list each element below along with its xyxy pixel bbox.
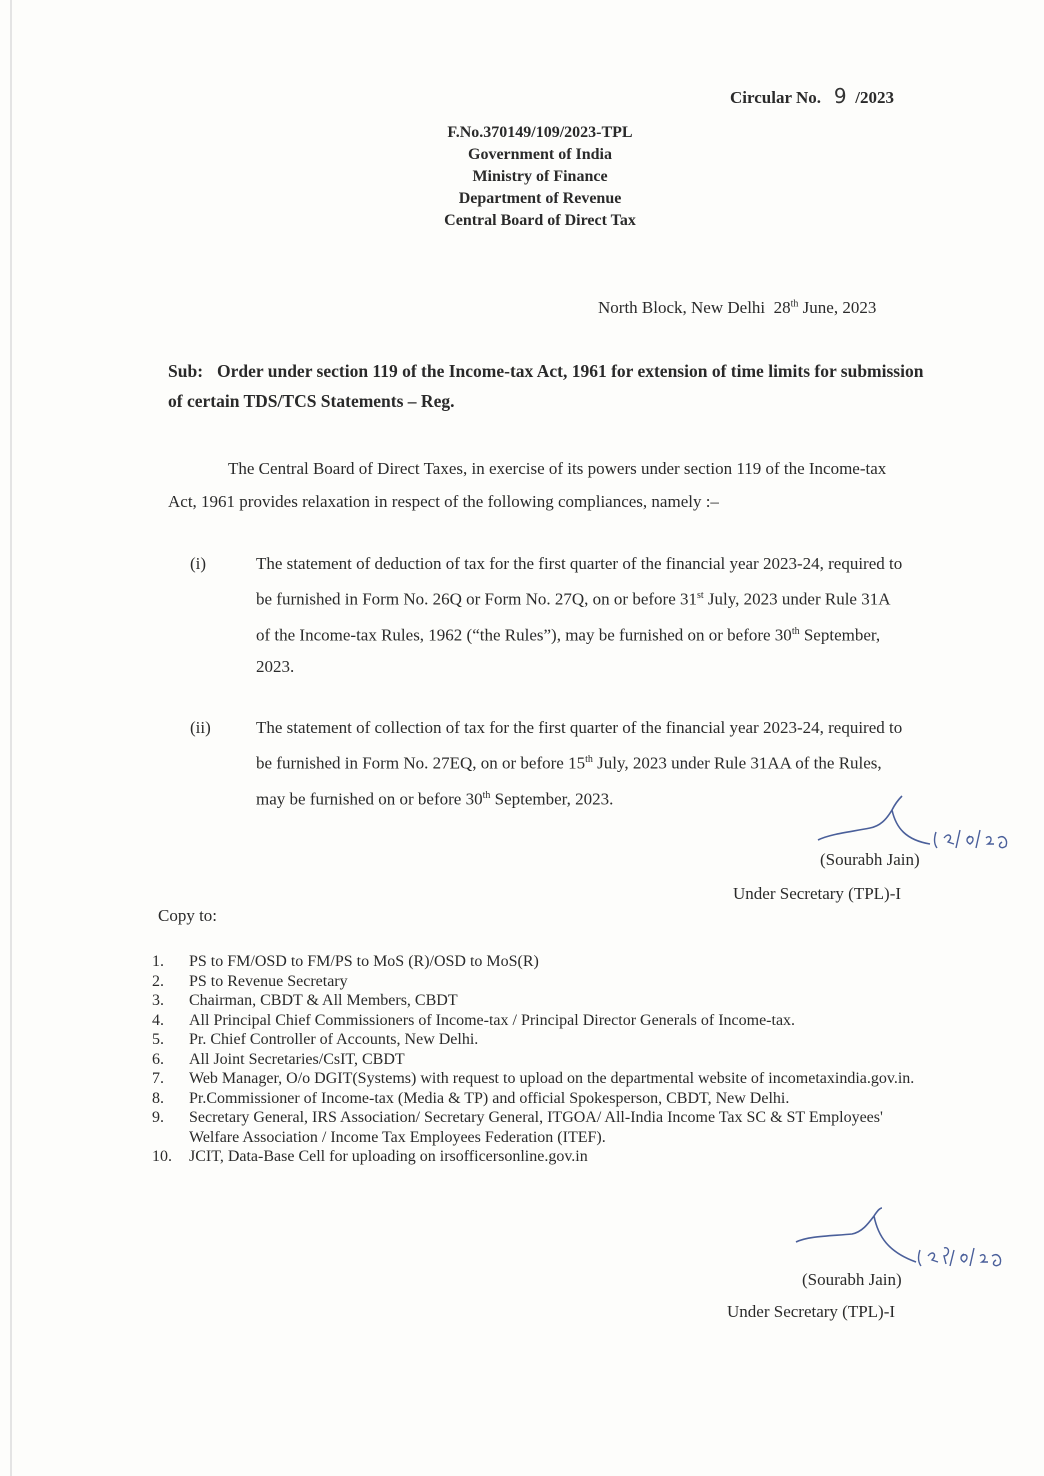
item-text <box>256 712 906 815</box>
signature-2-designation: Under Secretary (TPL)-I <box>727 1302 896 1321</box>
circular-number <box>730 84 894 108</box>
list-item-text: PS to Revenue Secretary <box>189 972 348 990</box>
item-text-part: July, 2023 under Rule 31A of the Income-tax Rules, 1962 (“the Rules”), may be furnished on or before 30 <box>256 589 890 645</box>
list-item-number: 8. <box>152 1089 164 1107</box>
list-item-text: JCIT, Data-Base Cell for uploading on irsofficersonline.gov.in <box>189 1148 588 1165</box>
list-item-number: 9. <box>152 1109 164 1126</box>
compliance-item-2 <box>190 712 910 812</box>
ministry-line: Ministry of Finance <box>472 168 608 185</box>
list-item <box>152 1030 922 1050</box>
item-text <box>256 548 906 683</box>
list-item <box>152 1147 922 1167</box>
circular-prefix: Circular No. <box>730 88 821 107</box>
place: North Block, New Delhi <box>598 298 766 317</box>
subject-text: Order under section 119 of the Income-tax Act, 1961 for extension of time limits for submission of certain TDS/TCS Statements – Reg. <box>168 361 924 411</box>
list-item-text: Secretary General, IRS Association/ Secretary General, ITGOA/ All-India Income Tax SC & ST Employees' Welfare Association / Income Tax Employees Federation (ITEF). <box>189 1109 883 1146</box>
place-date <box>598 298 876 318</box>
list-item-number: 1. <box>152 953 164 970</box>
list-item-number: 3. <box>152 992 164 1009</box>
signature-1-designation: Under Secretary (TPL)-I <box>733 884 902 903</box>
copy-to-label: Copy to: <box>158 906 218 925</box>
list-item-text: PS to FM/OSD to FM/PS to MoS (R)/OSD to MoS(R) <box>189 953 539 970</box>
date-day: 28 <box>773 298 791 317</box>
list-item <box>152 991 922 1011</box>
list-item-text: Pr.Commissioner of Income-tax (Media & TP) and official Spokesperson, CBDT, New Delhi. <box>189 1089 790 1107</box>
list-item <box>152 952 922 972</box>
list-item-text: All Joint Secretaries/CsIT, CBDT <box>189 1050 405 1068</box>
subject <box>168 356 938 416</box>
list-item <box>152 1089 922 1109</box>
list-item-text: Web Manager, O/o DGIT(Systems) with request to upload on the departmental website of incometaxindia.gov.in. <box>189 1070 915 1087</box>
compliance-item-1 <box>190 548 910 678</box>
item-text-part: September, 2023. <box>256 625 881 677</box>
list-item-text: All Principal Chief Commissioners of Income-tax / Principal Director Generals of Income-tax. <box>189 1011 796 1029</box>
intro-paragraph: The Central Board of Direct Taxes, in exercise of its powers under section 119 of the Income-tax Act, 1961 provides relaxation in respect of the following compliances, namely :– <box>168 459 887 511</box>
circular-handwritten-number: 9 <box>833 84 847 108</box>
list-item <box>152 1050 922 1070</box>
list-item <box>152 1108 922 1147</box>
item-text-part: July, 2023 under Rule 31AA of the Rules, may be furnished on or before 30 <box>256 753 882 809</box>
copy-to-list <box>152 952 922 1167</box>
circular-year: /2023 <box>855 88 894 107</box>
department-line: Department of Revenue <box>458 190 622 207</box>
letterhead <box>380 122 700 232</box>
list-item-number: 7. <box>152 1070 164 1087</box>
list-item-number: 10. <box>152 1148 172 1165</box>
item-sup: th <box>791 625 800 637</box>
item-sup: th <box>482 789 491 801</box>
list-item-number: 5. <box>152 1031 164 1048</box>
board-line: Central Board of Direct Tax <box>444 212 636 229</box>
list-item-text: Chairman, CBDT & All Members, CBDT <box>189 992 458 1009</box>
signature-2-name: (Sourabh Jain) <box>802 1270 902 1289</box>
item-text-part: The statement of collection of tax for the first quarter of the financial year 2023-24, required to be furnished in Form No. 27EQ, on or before 15 <box>256 718 903 773</box>
subject-label: Sub: <box>168 361 204 381</box>
item-marker: (ii) <box>190 718 211 737</box>
list-item-text: Pr. Chief Controller of Accounts, New Delhi. <box>189 1031 479 1048</box>
list-item <box>152 972 922 992</box>
item-marker: (i) <box>190 554 207 573</box>
date-month-year: June, 2023 <box>802 298 877 317</box>
item-text-part: September, 2023. <box>490 789 614 809</box>
item-sup: st <box>697 590 704 601</box>
list-item-number: 2. <box>152 972 164 990</box>
scan-edge-line <box>10 0 12 1476</box>
item-sup: th <box>585 754 593 765</box>
item-text-part: The statement of deduction of tax for the first quarter of the financial year 2023-24, required to be furnished in Form No. 26Q or Form No. 27Q, on or before 31 <box>256 554 903 609</box>
list-item-number: 6. <box>152 1050 164 1068</box>
list-item-number: 4. <box>152 1011 164 1029</box>
date-day-suffix: th <box>790 298 799 310</box>
signature-1-name: (Sourabh Jain) <box>820 850 920 869</box>
list-item <box>152 1069 922 1089</box>
file-number: F.No.370149/109/2023-TPL <box>447 124 633 141</box>
list-item <box>152 1011 922 1031</box>
government-line: Government of India <box>468 146 612 163</box>
